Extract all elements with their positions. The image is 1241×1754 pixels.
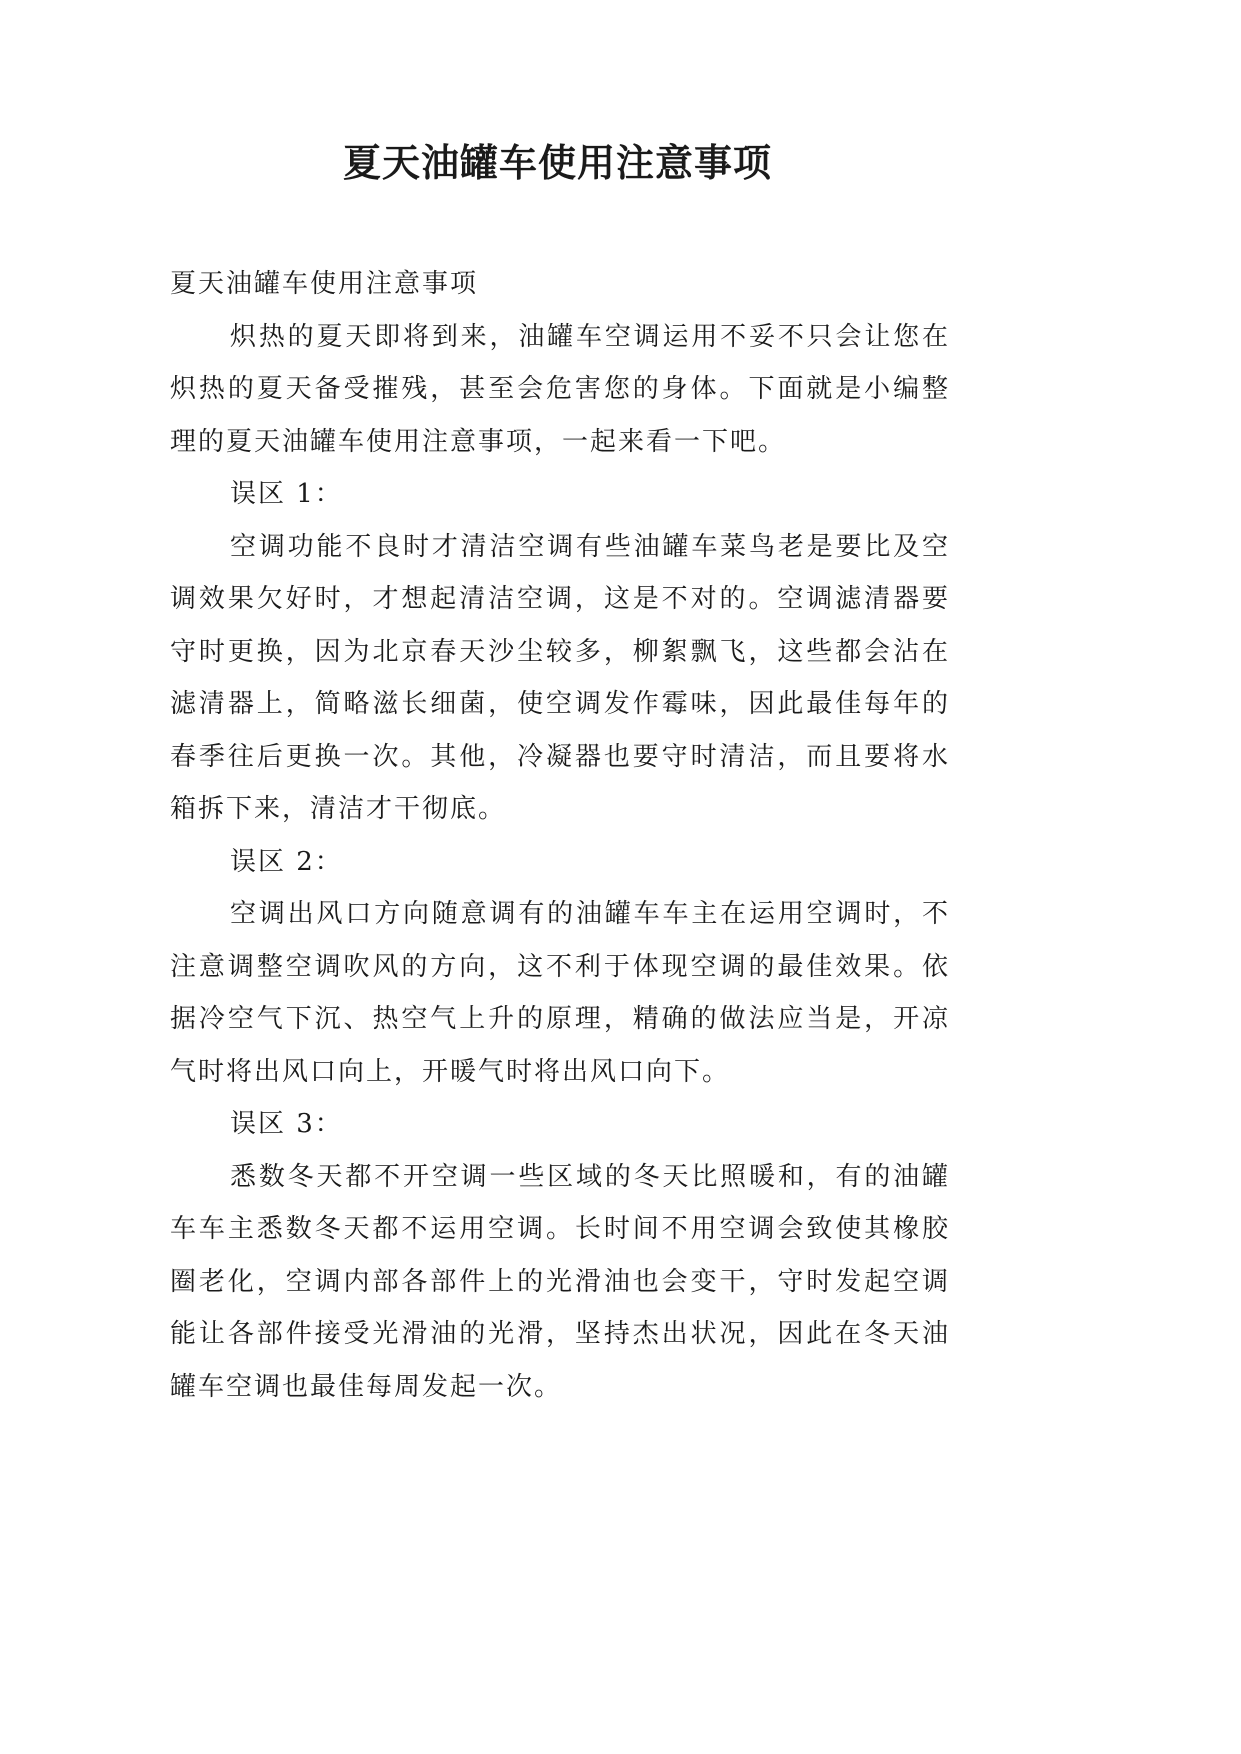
myth-2-paragraph: 空调出风口方向随意调有的油罐车车主在运用空调时，不注意调整空调吹风的方向，这不利于体现空调的最佳效果。依据冷空气下沉、热空气上升的原理，精确的做法应当是，开凉气时将出风口向上，开暖气时将出风口向下。 [170,899,950,1087]
section-heading-myth-1: 误区 1： [230,479,343,509]
section-heading-myth-3: 误区 3： [230,1109,343,1139]
section-heading-myth-2: 误区 2： [230,846,343,877]
document-subtitle: 夏天油罐车使用注意事项 [170,269,479,299]
document-title: 夏天油罐车使用注意事项 [342,140,772,185]
myth-3-paragraph: 悉数冬天都不开空调一些区域的冬天比照暖和，有的油罐车车主悉数冬天都不运用空调。长时间不用空调会致使其橡胶圈老化，空调内部各部件上的光滑油也会变干，守时发起空调能让各部件接受光滑油的光滑，坚持杰出状况，因此在冬天油罐车空调也最佳每周发起一次。 [170,1161,950,1402]
document-body [170,258,950,1413]
myth-1-paragraph: 空调功能不良时才清洁空调有些油罐车菜鸟老是要比及空调效果欠好时，才想起清洁空调，这是不对的。空调滤清器要守时更换，因为北京春天沙尘较多，柳絮飘飞，这些都会沾在滤清器上，简略滋长细菌，使空调发作霉味，因此最佳每年的春季往后更换一次。其他，冷凝器也要守时清洁，而且要将水箱拆下来，清洁才干彻底。 [170,531,950,824]
intro-paragraph: 炽热的夏天即将到来，油罐车空调运用不妥不只会让您在炽热的夏天备受摧残，甚至会危害您的身体。下面就是小编整理的夏天油罐车使用注意事项，一起来看一下吧。 [170,321,950,457]
